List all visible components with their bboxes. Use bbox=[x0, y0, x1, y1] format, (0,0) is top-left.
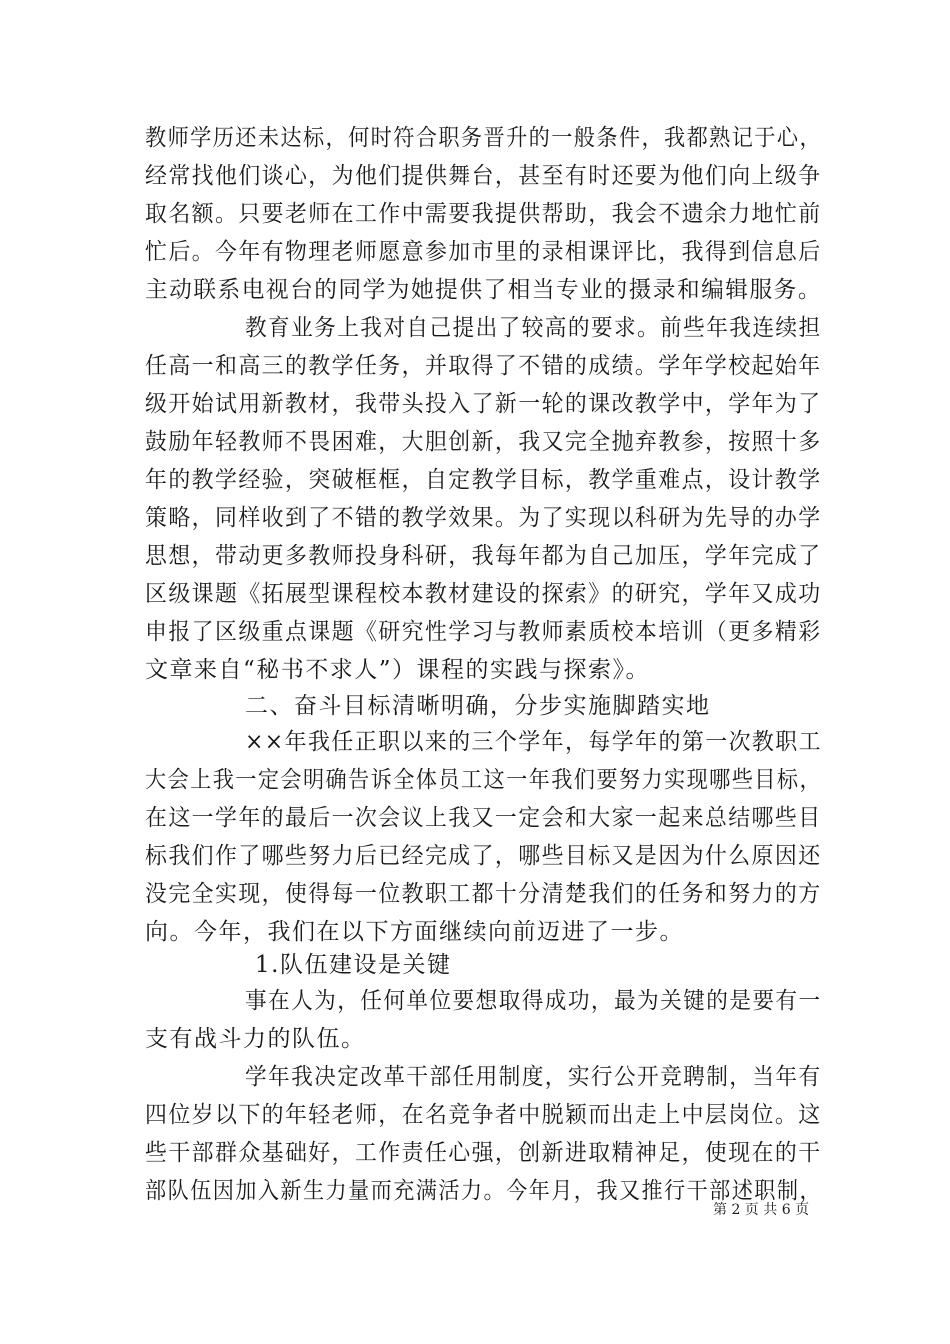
body-text-line: 思想，带动更多教师投身科研，我每年都为自己加压，学年完成了 bbox=[145, 543, 822, 569]
body-text-line: 教师学历还未达标，何时符合职务晋升的一般条件，我都熟记于心， bbox=[145, 125, 823, 151]
body-text-line: 四位岁以下的年轻老师，在名竞争者中脱颖而出走上中层岗位。这 bbox=[145, 1102, 822, 1128]
body-text-line: 申报了区级重点课题《研究性学习与教师素质校本培训（更多精彩 bbox=[145, 619, 822, 645]
subsection-heading: 1.队伍建设是关键 bbox=[255, 952, 452, 978]
body-text-line: 部队伍因加入新生力量而充满活力。今年月，我又推行干部述职制， bbox=[145, 1178, 823, 1204]
body-text-line: 区级课题《拓展型课程校本教材建设的探索》的研究，学年又成功 bbox=[145, 581, 822, 607]
body-text-line: 在这一学年的最后一次会议上我又一定会和大家一起来总结哪些目 bbox=[145, 805, 822, 831]
body-text-line: 取名额。只要老师在工作中需要我提供帮助，我会不遗余力地忙前 bbox=[145, 201, 822, 227]
body-text-line: 经常找他们谈心，为他们提供舞台，甚至有时还要为他们向上级争 bbox=[145, 163, 822, 189]
section-heading: 二、奋斗目标清晰明确，分步实施脚踏实地 bbox=[245, 693, 711, 719]
body-text-line: 策略，同样收到了不错的教学效果。为了实现以科研为先导的办学 bbox=[145, 505, 822, 531]
body-text-line: 忙后。今年有物理老师愿意参加市里的录相课评比，我得到信息后 bbox=[145, 239, 822, 265]
body-text-line: 年的教学经验，突破框框，自定教学目标，教学重难点，设计教学 bbox=[145, 467, 822, 493]
body-text-line: 级开始试用新教材，我带头投入了新一轮的课改教学中，学年为了 bbox=[145, 391, 822, 417]
body-text-line: 任高一和高三的教学任务，并取得了不错的成绩。学年学校起始年 bbox=[145, 353, 822, 379]
body-text-line: 标我们作了哪些努力后已经完成了，哪些目标又是因为什么原因还 bbox=[145, 843, 822, 869]
paragraph-start-line: 事在人为，任何单位要想取得成功，最为关键的是要有一 bbox=[245, 988, 822, 1014]
body-text-line: 主动联系电视台的同学为她提供了相当专业的摄录和编辑服务。 bbox=[145, 277, 823, 303]
body-text-line: 文章来自“秘书不求人”）课程的实践与探索》。 bbox=[145, 657, 651, 683]
body-text-line: 大会上我一定会明确告诉全体员工这一年我们要努力实现哪些目标， bbox=[145, 767, 823, 793]
body-text-line: 没完全实现，使得每一位教职工都十分清楚我们的任务和努力的方 bbox=[145, 881, 822, 907]
body-text-line: 支有战斗力的队伍。 bbox=[145, 1026, 366, 1052]
paragraph-start-line: 教育业务上我对自己提出了较高的要求。前些年我连续担 bbox=[245, 315, 822, 341]
body-text-line: 鼓励年轻教师不畏困难，大胆创新，我又完全抛弃教参，按照十多 bbox=[145, 429, 822, 455]
paragraph-start-line: 学年我决定改革干部任用制度，实行公开竞聘制，当年有 bbox=[245, 1064, 822, 1090]
paragraph-start-line: ××年我任正职以来的三个学年，每学年的第一次教职工 bbox=[245, 729, 823, 755]
body-text-line: 向。今年，我们在以下方面继续向前迈进了一步。 bbox=[145, 919, 684, 945]
body-text-line: 些干部群众基础好，工作责任心强，创新进取精神足，使现在的干 bbox=[145, 1140, 822, 1166]
page-number: 第 2 页 共 6 页 bbox=[713, 1202, 810, 1218]
